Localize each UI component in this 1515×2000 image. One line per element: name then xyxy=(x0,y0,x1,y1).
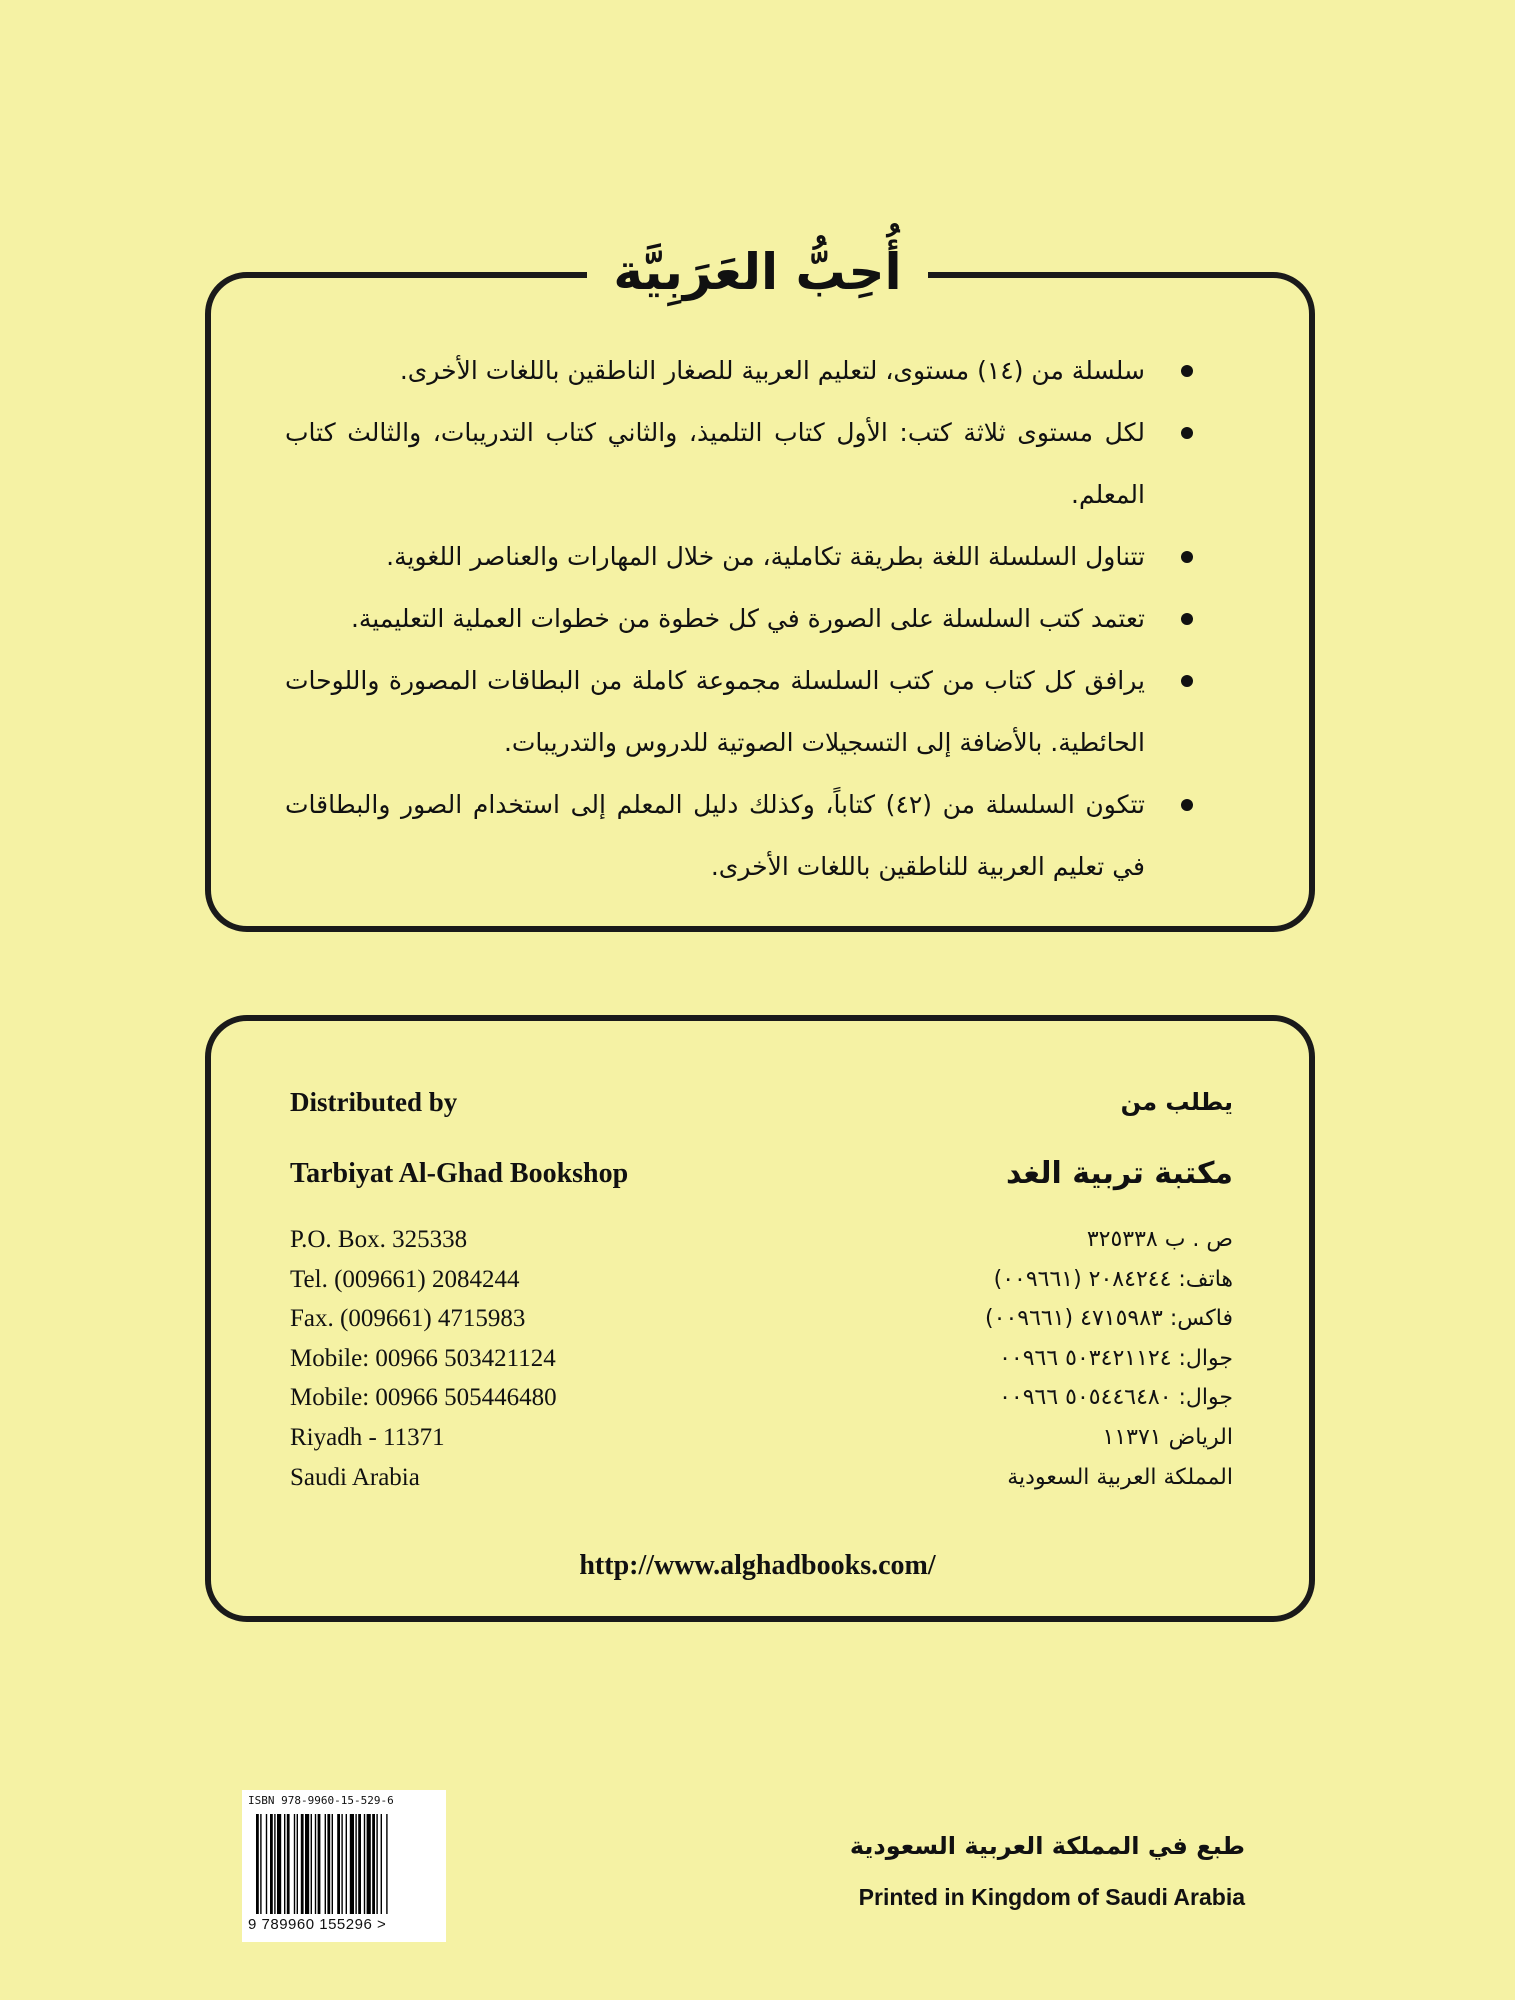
feature-item: تتكون السلسلة من (٤٢) كتاباً، وكذلك دليل المعلم إلى استخدام الصور والبطاقات في تعليم العربية للناطقين باللغات الأخرى. xyxy=(285,774,1145,898)
barcode-bar xyxy=(381,1814,382,1914)
tel-ar: هاتف: ٢٠٨٤٢٤٤ (٠٠٩٦٦١) xyxy=(993,1266,1233,1292)
barcode-bar xyxy=(301,1814,304,1914)
barcode-bar xyxy=(287,1814,290,1914)
printed-in-ar: طبع في المملكة العربية السعودية xyxy=(849,1832,1245,1860)
barcode-bar xyxy=(270,1814,273,1914)
barcode-bar xyxy=(327,1814,330,1914)
barcode-bar xyxy=(315,1814,316,1914)
barcode-digits: 9 789960 155296 > xyxy=(248,1916,387,1933)
city-ar: الرياض ١١٣٧١ xyxy=(1102,1424,1233,1450)
barcode-bar xyxy=(376,1814,377,1914)
barcode-bar xyxy=(325,1814,326,1914)
barcode-bar xyxy=(318,1814,321,1914)
feature-item: لكل مستوى ثلاثة كتب: الأول كتاب التلميذ، والثاني كتاب التدريبات، والثالث كتاب المعلم. xyxy=(285,402,1145,526)
barcode-bar xyxy=(274,1814,275,1914)
mobile-2-en: Mobile: 00966 505446480 xyxy=(290,1384,557,1412)
tel-en: Tel. (009661) 2084244 xyxy=(290,1265,520,1293)
distributed-by-heading: Distributed by xyxy=(290,1087,458,1117)
barcode-bar xyxy=(260,1814,261,1914)
barcode-graphic xyxy=(248,1814,440,1914)
bullet-icon xyxy=(1181,551,1193,563)
website-link[interactable]: http://www.alghadbooks.com/ xyxy=(579,1550,936,1581)
mobile-1-ar: جوال: ٥٠٣٤٢١١٢٤ ٠٠٩٦٦ xyxy=(999,1345,1233,1371)
mobile-1-en: Mobile: 00966 503421124 xyxy=(290,1344,556,1372)
country-en: Saudi Arabia xyxy=(290,1463,420,1491)
barcode-bar xyxy=(305,1814,309,1914)
barcode-bar xyxy=(332,1814,333,1914)
bullet-icon xyxy=(1181,613,1193,625)
distributor-arabic xyxy=(713,1082,1233,1497)
bullet-icon xyxy=(1181,799,1193,811)
barcode-bar xyxy=(337,1814,340,1914)
barcode-bar xyxy=(350,1814,354,1914)
po-box-ar: ص . ب ٣٢٥٣٣٨ xyxy=(1086,1227,1233,1252)
fax-ar: فاكس: ٤٧١٥٩٨٣ (٠٠٩٦٦١) xyxy=(985,1306,1233,1332)
barcode-bar xyxy=(367,1814,371,1914)
po-box-en: P.O. Box. 325338 xyxy=(290,1226,468,1253)
barcode-bar xyxy=(346,1814,347,1914)
barcode-bar xyxy=(294,1814,295,1914)
bullet-icon xyxy=(1181,365,1193,377)
feature-item: سلسلة من (١٤) مستوى، لتعليم العربية للصغار الناطقين باللغات الأخرى. xyxy=(285,340,1145,402)
isbn-barcode xyxy=(242,1790,446,1942)
country-ar: المملكة العربية السعودية xyxy=(1007,1464,1233,1490)
feature-item: تتناول السلسلة اللغة بطريقة تكاملية، من خلال المهارات والعناصر اللغوية. xyxy=(285,526,1145,588)
barcode-bars xyxy=(248,1814,440,1914)
feature-item: يرافق كل كتاب من كتب السلسلة مجموعة كاملة من البطاقات المصورة واللوحات الحائطية. بالأضافة إلى التسجيلات الصوتية للدروس والتدريبات. xyxy=(285,650,1145,774)
shop-name-ar: مكتبة تربية الغد xyxy=(1005,1156,1233,1191)
book-title: أُحِبُّ العَرَبِيَّة xyxy=(587,232,927,312)
barcode-bar xyxy=(256,1814,259,1914)
barcode-bar xyxy=(341,1814,342,1914)
isbn-label: ISBN 978-9960-15-529-6 xyxy=(248,1794,394,1807)
fax-en: Fax. (009661) 4715983 xyxy=(290,1305,526,1333)
barcode-bar xyxy=(386,1814,387,1914)
city-en: Riyadh - 11371 xyxy=(290,1423,445,1451)
shop-name-en: Tarbiyat Al-Ghad Bookshop xyxy=(290,1158,629,1189)
feature-item: تعتمد كتب السلسلة على الصورة في كل خطوة من خطوات العملية التعليمية. xyxy=(285,588,1145,650)
bullet-icon xyxy=(1181,427,1193,439)
printed-in-en: Printed in Kingdom of Saudi Arabia xyxy=(858,1884,1245,1910)
barcode-bar xyxy=(372,1814,375,1914)
barcode-bar xyxy=(358,1814,361,1914)
barcode-bar xyxy=(364,1814,365,1914)
barcode-bar xyxy=(355,1814,356,1914)
barcode-bar xyxy=(277,1814,281,1914)
mobile-2-ar: جوال: ٥٠٥٤٤٦٤٨٠ ٠٠٩٦٦ xyxy=(999,1385,1233,1411)
barcode-bar xyxy=(297,1814,298,1914)
distributed-by-heading-ar: يطلب من xyxy=(1120,1088,1233,1116)
barcode-bar xyxy=(311,1814,312,1914)
series-features-list xyxy=(285,340,1145,898)
bullet-icon xyxy=(1181,675,1193,687)
barcode-bar xyxy=(284,1814,285,1914)
barcode-bar xyxy=(266,1814,267,1914)
